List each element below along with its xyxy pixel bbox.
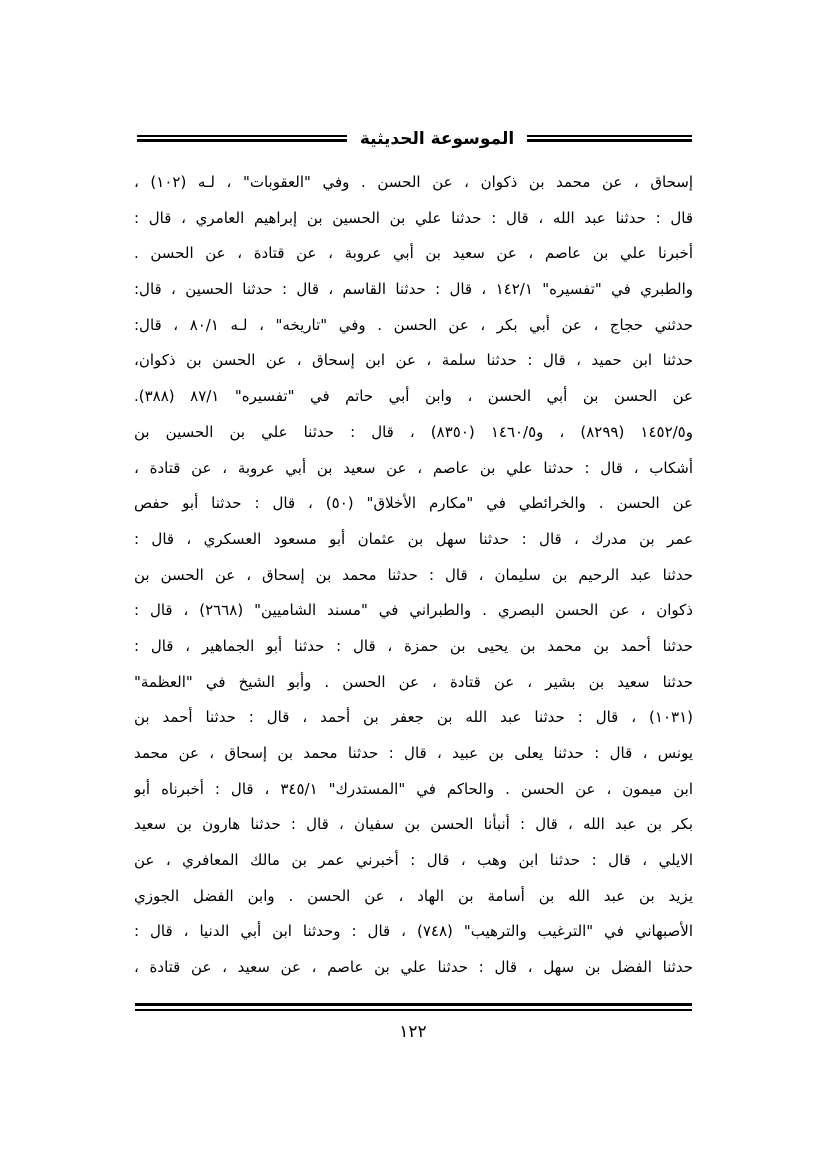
text-line: حدثنا أحمد بن محمد بن يحيى بن حمزة ، قال : حدثنا أبو الجماهير ، قال : [134,636,693,655]
text-line: عن الحسن . والخرائطي في "مكارم الأخلاق" (٥٠) ، قال : حدثنا أبو حفص [134,494,693,513]
text-line: بكر بن عبد الله ، قال : أنبأنا الحسن بن سفيان ، قال : حدثنا هارون بن سعيد [134,815,693,834]
text-line: أخبرنا علي بن عاصم ، عن سعيد بن أبي عروبة ، عن قتادة ، عن الحسن . [134,244,693,263]
text-line: (١٠٣١) ، قال : حدثنا عبد الله بن جعفر بن أحمد ، قال : حدثنا أحمد بن [134,708,693,727]
header-rule-right [527,135,692,142]
text-line: حدثني حجاج ، عن أبي بكر ، عن الحسن . وفي "تاريخه" ، لـه ٨٠/١ ، قال: [134,315,693,334]
page-number: ١٢٢ [399,1022,427,1042]
text-line: قال : حدثنا عبد الله ، قال : حدثنا علي بن الحسين بن إبراهيم العامري ، قال : [134,208,693,227]
text-line: ابن ميمون ، عن الحسن . والحاكم في "المستدرك" ٣٤٥/١ ، قال : أخبرناه أبو [134,779,693,798]
text-line: الأصبهاني في "الترغيب والترهيب" (٧٤٨) ، قال : وحدثنا ابن أبي الدنيا ، قال : [134,922,693,941]
body-text [134,165,693,986]
running-header [137,124,692,154]
header-title: الموسوعة الحديثية [359,129,515,149]
text-line: إسحاق ، عن محمد بن ذكوان ، عن الحسن . وفي "العقوبات" ، لـه (١٠٢) ، [134,173,693,191]
text-line: أشكاب ، قال : حدثنا علي بن عاصم ، عن سعيد بن أبي عروبة ، عن قتادة ، [134,458,693,477]
text-line: والطبري في "تفسيره" ١٤٢/١ ، قال : حدثنا القاسم ، قال : حدثنا الحسين ، قال: [134,280,693,299]
text-line: حدثنا ابن حميد ، قال : حدثنا سلمة ، عن ابن إسحاق ، عن الحسن بن ذكوان، [134,351,693,370]
text-line: حدثنا عبد الرحيم بن سليمان ، قال : حدثنا محمد بن إسحاق ، عن الحسن بن [134,565,693,584]
text-line: يزيد بن عبد الله بن أسامة بن الهاد ، عن الحسن . وابن الفضل الجوزي [134,886,693,905]
text-line: حدثنا سعيد بن بشير ، عن قتادة ، عن الحسن . وأبو الشيخ في "العظمة" [134,672,693,691]
text-line: ذكوان ، عن الحسن البصري . والطبراني في "مسند الشاميين" (٢٦٦٨) ، قال : [134,601,693,620]
text-line: حدثنا الفضل بن سهل ، قال : حدثنا علي بن عاصم ، عن سعيد ، عن قتادة ، [134,958,693,977]
text-line: عمر بن مدرك ، قال : حدثنا سهل بن عثمان أبو مسعود العسكري ، قال : [134,529,693,548]
text-line: الايلي ، قال : حدثنا ابن وهب ، قال : أخبرني عمر بن مالك المعافري ، عن [134,851,693,870]
header-rule-left [137,135,347,142]
text-line: و١٤٥٢/٥ (٨٢٩٩) ، و١٤٦٠/٥ (٨٣٥٠) ، قال : حدثنا علي بن الحسين بن [134,422,693,441]
text-line: يونس ، قال : حدثنا يعلى بن عبيد ، قال : حدثنا محمد بن إسحاق ، عن محمد [134,744,693,762]
footer-rule [135,1003,692,1011]
text-line: عن الحسن بن أبي الحسن ، وابن أبي حاتم في "تفسيره" ٨٧/١ (٣٨٨). [134,387,693,406]
